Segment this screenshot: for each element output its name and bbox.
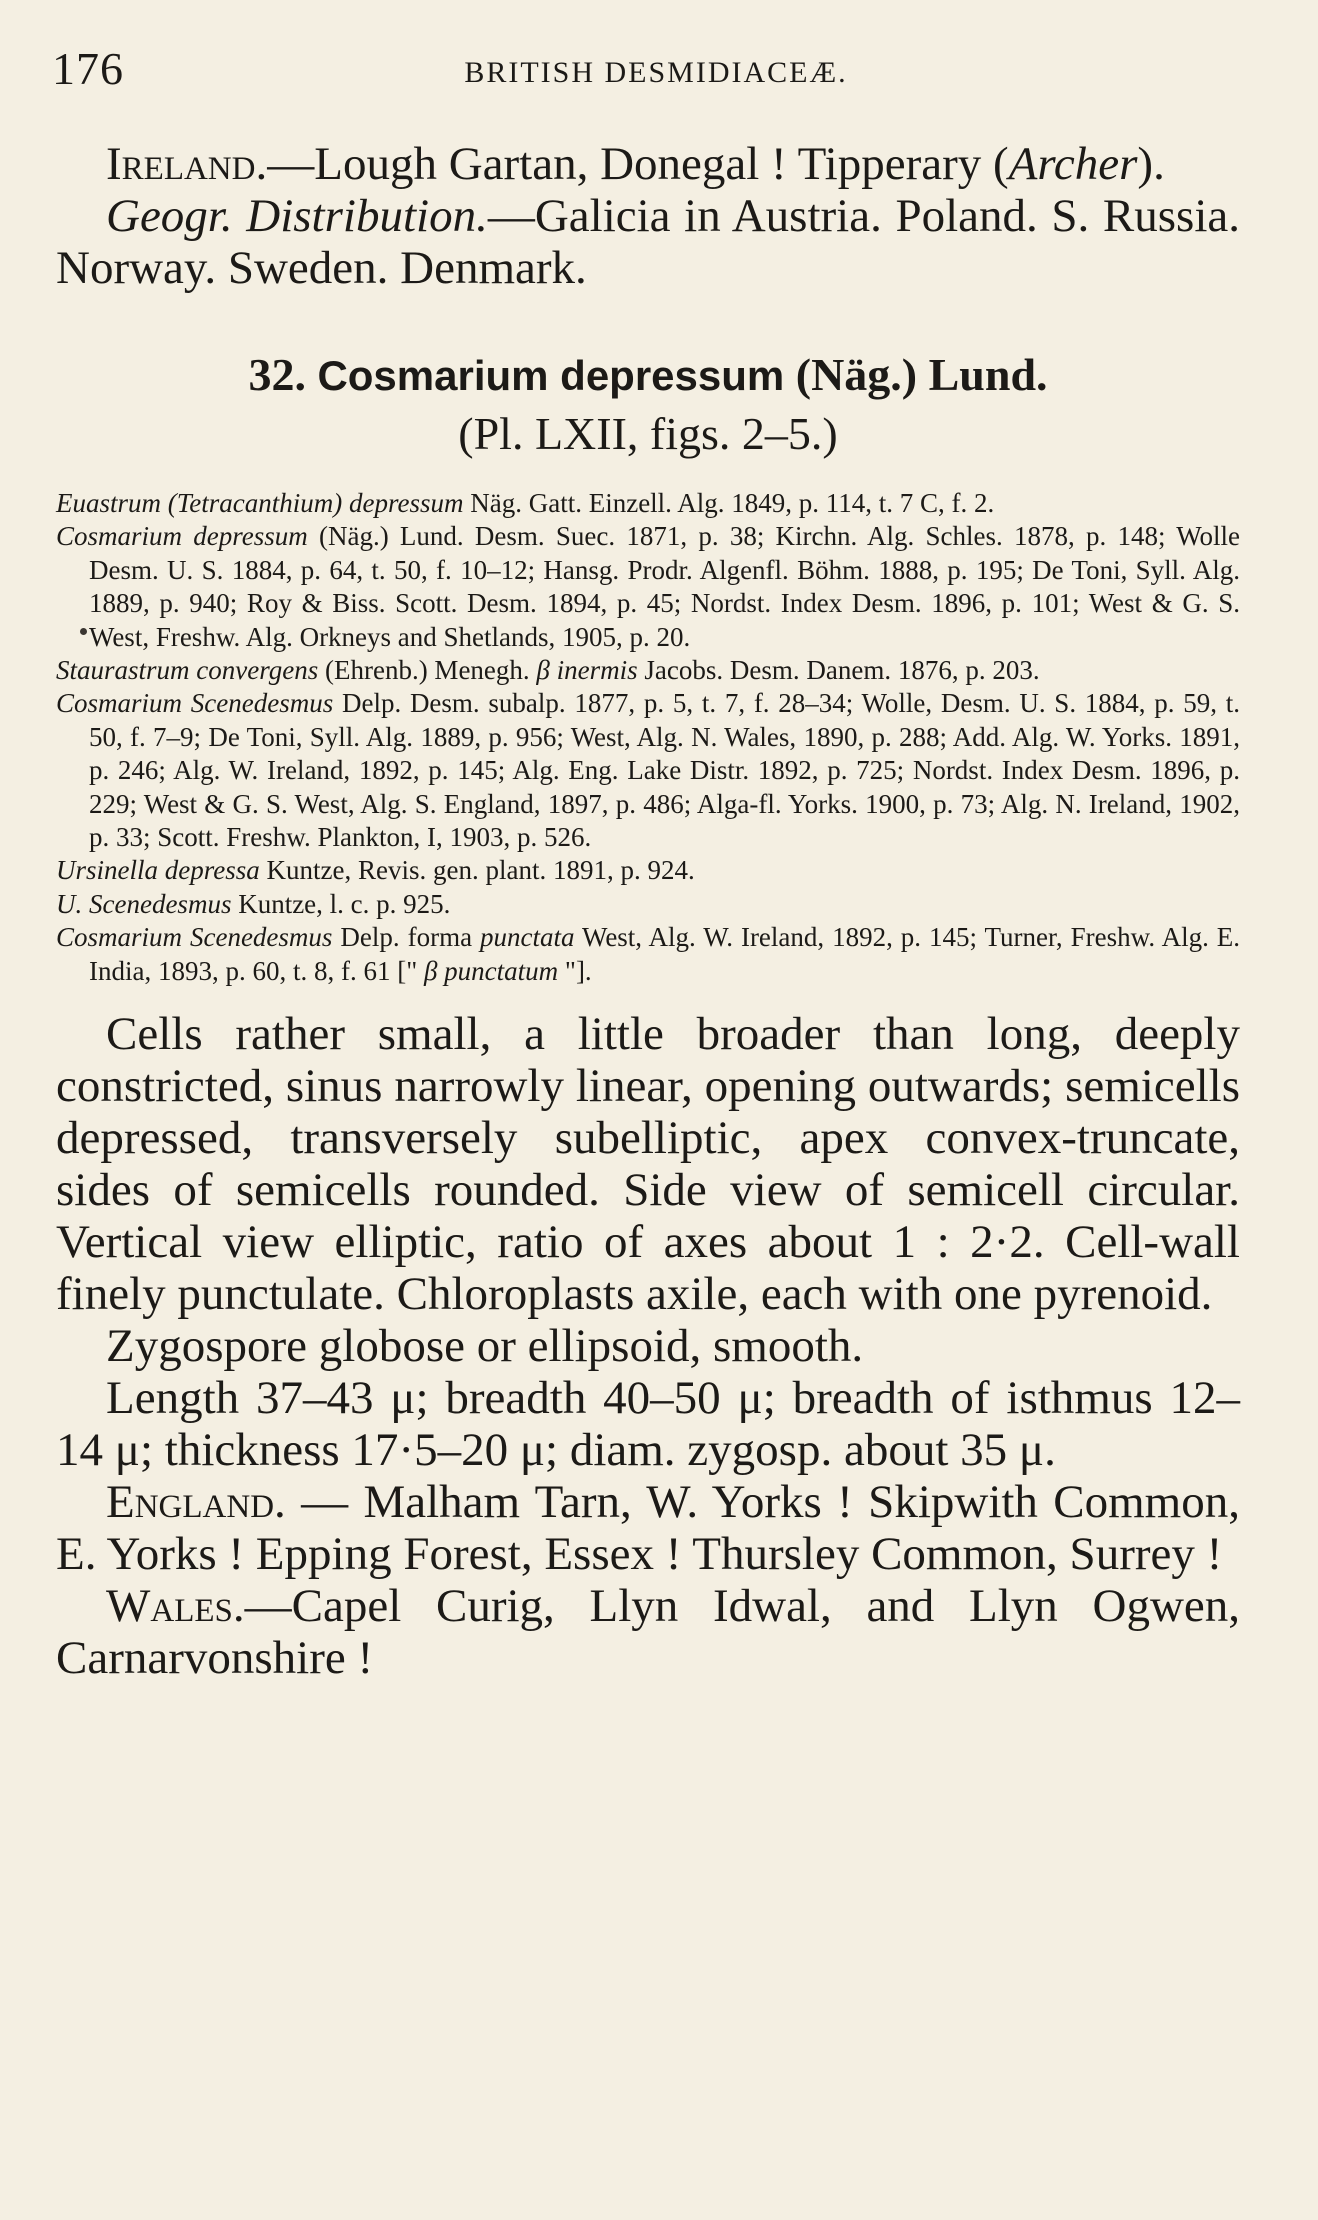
synonym-reference: Delp. forma	[340, 922, 481, 953]
synonym-taxon: Cosmarium Scenedesmus	[56, 688, 334, 719]
synonym-reference: Näg. Gatt. Einzell. Alg. 1849, p. 114, t. 7 C, f. 2.	[470, 488, 995, 518]
running-title: BRITISH DESMIDIACEÆ.	[464, 56, 848, 89]
wales-label: Wales	[106, 1580, 233, 1633]
page-number: 176	[52, 43, 124, 94]
page-content	[56, 138, 1240, 1684]
ireland-label: Ireland	[106, 138, 256, 190]
species-heading	[56, 348, 1240, 403]
cell-description: Cells rather small, a little broader than long, deeply constricted, sinus narrowly linear, opening outwards; semicells depressed, transversely subelliptic, apex convex-truncate, sides of semicells rounded. Side view of semicell circular. Vertical view elliptic, ratio of axes about 1 : 2·2. Cell-wall finely punctulate. Chloroplasts axile, each with one pyrenoid.	[56, 1008, 1240, 1321]
ireland-text: .—Lough Gartan, Donegal ! Tipperary (	[255, 138, 1009, 190]
synonym-taxon: Euastrum (Tetracanthium) depressum	[56, 488, 464, 518]
ireland-locality	[56, 138, 1240, 190]
geogr-label: Geogr. Distribution.	[106, 190, 488, 242]
wales-text: .—Capel Curig, Llyn Idwal, and Llyn Ogwen, Carnarvonshire !	[56, 1580, 1240, 1685]
synonymy-entry	[56, 921, 1240, 988]
synonym-variety: β punctatum	[423, 955, 559, 986]
geographic-distribution	[56, 190, 1240, 294]
plate-reference: (Pl. LXII, figs. 2–5.)	[458, 408, 838, 459]
page-header	[52, 42, 1260, 102]
synonym-taxon: Staurastrum convergens	[56, 655, 319, 686]
synonym-taxon: U. Scenedesmus	[56, 888, 232, 919]
geogr-text: —Galicia in Austria. Poland. S. Russia. Norway. Sweden. Denmark.	[56, 190, 1240, 294]
england-label: England	[106, 1476, 275, 1529]
synonymy-list	[56, 487, 1240, 988]
synonym-variety: β inermis	[536, 655, 638, 686]
synonymy-entry	[56, 487, 1240, 520]
ireland-end: ).	[1137, 138, 1165, 190]
england-locality	[56, 1476, 1240, 1580]
synonym-taxon: Cosmarium Scenedesmus	[56, 922, 333, 953]
synonym-reference: (Näg.) Lund. Desm. Suec. 1871, p. 38; Kirchn. Alg. Schles. 1878, p. 148; Wolle Desm. U. S. 1884, p. 64, t. 50, f. 10–12; Hansg. Prodr. Algenfl. Böhm. 1888, p. 195; De Toni, Syll. Alg. 1889, p. 940; Roy & Biss. Scott. Desm. 1894, p. 45; Nordst. Index Desm. 1896, p. 101; West & G. S. West, Freshw. Alg. Orkneys and Shetlands, 1905, p. 20.	[89, 521, 1241, 652]
ireland-author: Archer	[1008, 138, 1138, 190]
species-description	[56, 1008, 1240, 1684]
measurements: Length 37–43 μ; breadth 40–50 μ; breadth of isthmus 12–14 μ; thickness 17·5–20 μ; diam. zygosp. about 35 μ.	[56, 1372, 1240, 1477]
species-number: 32.	[248, 349, 306, 400]
synonym-reference: "].	[558, 955, 592, 986]
species-name: Cosmarium depressum	[317, 352, 785, 399]
synonymy-entry	[56, 654, 1240, 687]
species-authority: (Näg.) Lund.	[795, 349, 1048, 400]
synonym-reference: Jacobs. Desm. Danem. 1876, p. 203.	[637, 655, 1040, 686]
synonymy-entry	[56, 687, 1240, 854]
synonym-reference: Delp. Desm. subalp. 1877, p. 5, t. 7, f. 28–34; Wolle, Desm. U. S. 1884, p. 59, t. 50, f. 7–9; De Toni, Syll. Alg. 1889, p. 956; West, Alg. N. Wales, 1890, p. 288; Add. Alg. W. Yorks. 1891, p. 246; Alg. W. Ireland, 1892, p. 145; Alg. Eng. Lake Distr. 1892, p. 725; Nordst. Index Desm. 1896, p. 229; West & G. S. West, Alg. S. England, 1897, p. 486; Alga-fl. Yorks. 1900, p. 73; Alg. N. Ireland, 1902, p. 33; Scott. Freshw. Plankton, I, 1903, p. 526.	[89, 688, 1241, 853]
synonym-reference: West, Alg. W. Ireland, 1892, p. 145; Turner, Freshw. Alg. E. India, 1893, p. 60, t. 8, f. 61 ["	[89, 922, 1241, 986]
synonymy-entry	[56, 854, 1240, 887]
synonym-form: punctata	[480, 922, 575, 953]
synonym-reference: (Ehrenb.) Menegh.	[324, 655, 537, 686]
england-text: . — Malham Tarn, W. Yorks ! Skipwith Common, E. Yorks ! Epping Forest, Essex ! Thursley Common, Surrey !	[56, 1476, 1240, 1581]
synonymy-entry	[56, 520, 1240, 654]
synonymy-entry	[56, 888, 1240, 921]
synonym-taxon: Ursinella depressa	[56, 855, 260, 886]
synonym-taxon: Cosmarium depressum	[56, 521, 308, 552]
synonym-reference: Kuntze, Revis. gen. plant. 1891, p. 924.	[266, 855, 695, 886]
synonym-reference: Kuntze, l. c. p. 925.	[238, 888, 451, 919]
wales-locality	[56, 1580, 1240, 1684]
zygospore-description: Zygospore globose or ellipsoid, smooth.	[106, 1320, 864, 1373]
